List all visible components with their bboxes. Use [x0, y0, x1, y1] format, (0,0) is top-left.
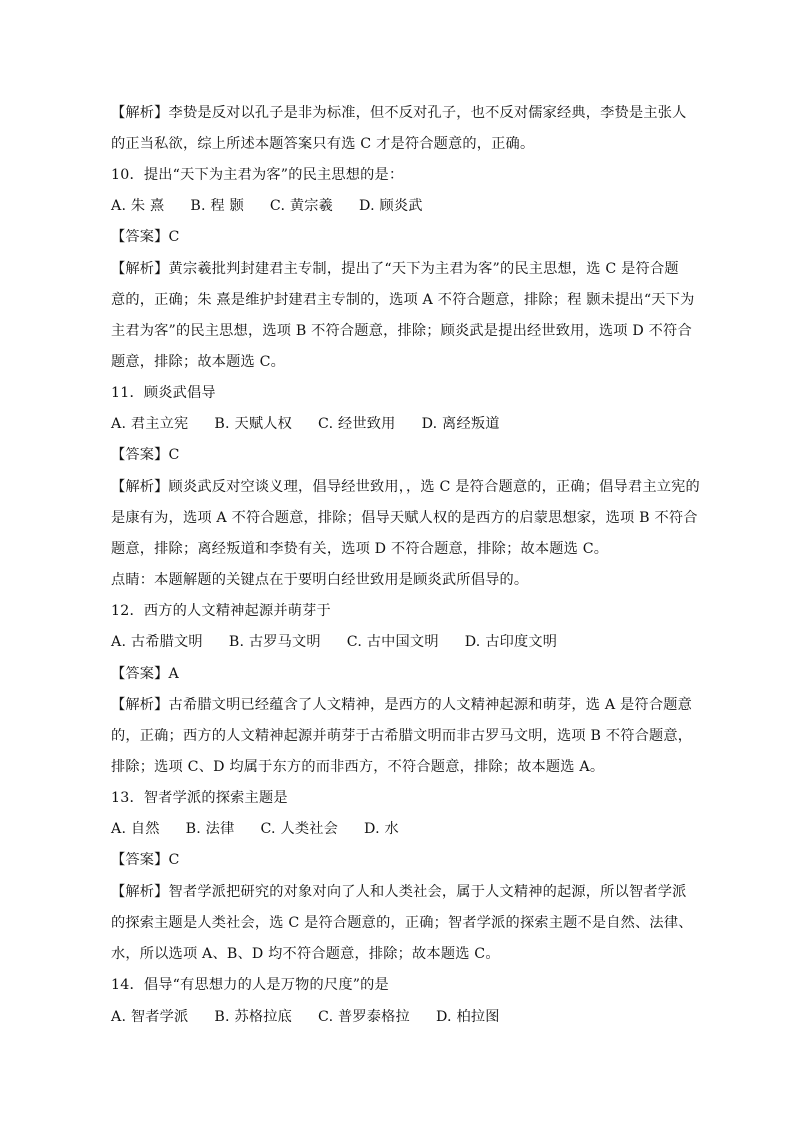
q13-options [111, 819, 399, 839]
q12-stem: 12．西方的人文精神起源并萌芽于 [111, 603, 331, 619]
q12-option-d: D. 古印度文明 [464, 634, 558, 650]
q13-option-c: C. 人类社会 [260, 821, 338, 837]
q12-analysis-line-3: 排除；选项 C、D 均属于东方的而非西方，不符合题意，排除；故本题选 A。 [111, 759, 605, 775]
q14-options [111, 1007, 500, 1027]
q12-analysis-line-1: 【解析】古希腊文明已经蕴含了人文精神，是西方的人文精神起源和萌芽，选 A 是符合题意 [111, 697, 692, 713]
q12-option-b: B. 古罗马文明 [228, 634, 321, 650]
q14-option-c: C. 普罗泰格拉 [318, 1009, 410, 1025]
q11-option-d: D. 离经叛道 [421, 416, 500, 432]
q10-options [111, 196, 423, 216]
q10-stem: 10．提出“天下为主君为客”的民主思想的是： [111, 167, 404, 183]
q13-option-b: B. 法律 [185, 821, 235, 837]
q9-analysis-line-2: 的正当私欲，综上所述本题答案只有选 C 才是符合题意的，正确。 [111, 136, 535, 152]
q14-option-d: D. 柏拉图 [435, 1009, 500, 1025]
q10-option-b: B. 程 颢 [190, 198, 244, 214]
q12-option-a: A. 古希腊文明 [111, 634, 203, 650]
q13-stem: 13．智者学派的探索主题是 [111, 790, 288, 806]
q11-analysis-line-1: 【解析】顾炎武反对空谈义理，倡导经世致用，，选 C 是符合题意的，正确；倡导君主立宪的 [111, 479, 700, 495]
q13-analysis-line-1: 【解析】智者学派把研究的对象对向了人和人类社会，属于人文精神的起源，所以智者学派 [111, 884, 687, 900]
q11-stem: 11．顾炎武倡导 [111, 385, 216, 401]
q10-option-d: D. 顾炎武 [359, 198, 423, 214]
q13-option-d: D. 水 [364, 821, 399, 837]
q10-analysis-line-1: 【解析】黄宗羲批判封建君主专制，提出了“天下为主君为客”的民主思想，选 C 是符合题 [111, 261, 679, 277]
q11-answer: 【答案】C [111, 447, 180, 463]
q14-option-b: B. 苏格拉底 [214, 1009, 293, 1025]
q14-option-a: A. 智者学派 [111, 1009, 189, 1025]
q12-analysis-line-2: 的，正确；西方的人文精神起源并萌芽于古希腊文明而非古罗马文明，选项 B 不符合题意， [111, 728, 693, 744]
q11-option-b: B. 天赋人权 [214, 416, 293, 432]
q13-analysis-line-3: 水，所以选项 A、B、D 均不符合题意，排除；故本题选 C。 [111, 946, 500, 962]
q13-option-a: A. 自然 [111, 821, 160, 837]
q12-options [111, 632, 557, 652]
q13-analysis-line-2: 的探索主题是人类社会，选 C 是符合题意的，正确；智者学派的探索主题不是自然、法律、 [111, 915, 693, 931]
q10-analysis-line-4: 题意，排除；故本题选 C。 [111, 354, 286, 370]
q11-option-c: C. 经世致用 [318, 416, 396, 432]
q11-option-a: A. 君主立宪 [111, 416, 189, 432]
q10-answer: 【答案】C [111, 229, 180, 245]
q9-analysis-line-1: 【解析】李贽是反对以孔子是非为标准，但不反对孔子，也不反对儒家经典，李贽是主张人 [111, 105, 687, 121]
q13-answer: 【答案】C [111, 852, 180, 868]
q11-analysis-line-3: 题意，排除；离经叛道和李贽有关，选项 D 不符合题意，排除；故本题选 C。 [111, 541, 609, 557]
q11-analysis-line-2: 是康有为，选项 A 不符合题意，排除；倡导天赋人权的是西方的启蒙思想家，选项 B 不符合 [111, 510, 698, 526]
q12-option-c: C. 古中国文明 [346, 634, 439, 650]
q11-options [111, 414, 500, 434]
q10-analysis-line-3: 主君为客”的民主思想，选项 B 不符合题意，排除；顾炎武是提出经世致用，选项 D 不符合 [111, 323, 692, 339]
q11-key-point: 点睛：本题解题的关键点在于要明白经世致用是顾炎武所倡导的。 [111, 572, 529, 588]
q12-answer: 【答案】A [111, 666, 179, 682]
q10-analysis-line-2: 意的，正确；朱 熹是维护封建君主专制的，选项 A 不符合题意，排除；程 颢未提出“天下为 [111, 292, 695, 308]
q10-option-c: C. 黄宗羲 [269, 198, 334, 214]
q10-option-a: A. 朱 熹 [111, 198, 165, 214]
q14-stem: 14．倡导“有思想力的人是万物的尺度”的是 [111, 977, 389, 993]
